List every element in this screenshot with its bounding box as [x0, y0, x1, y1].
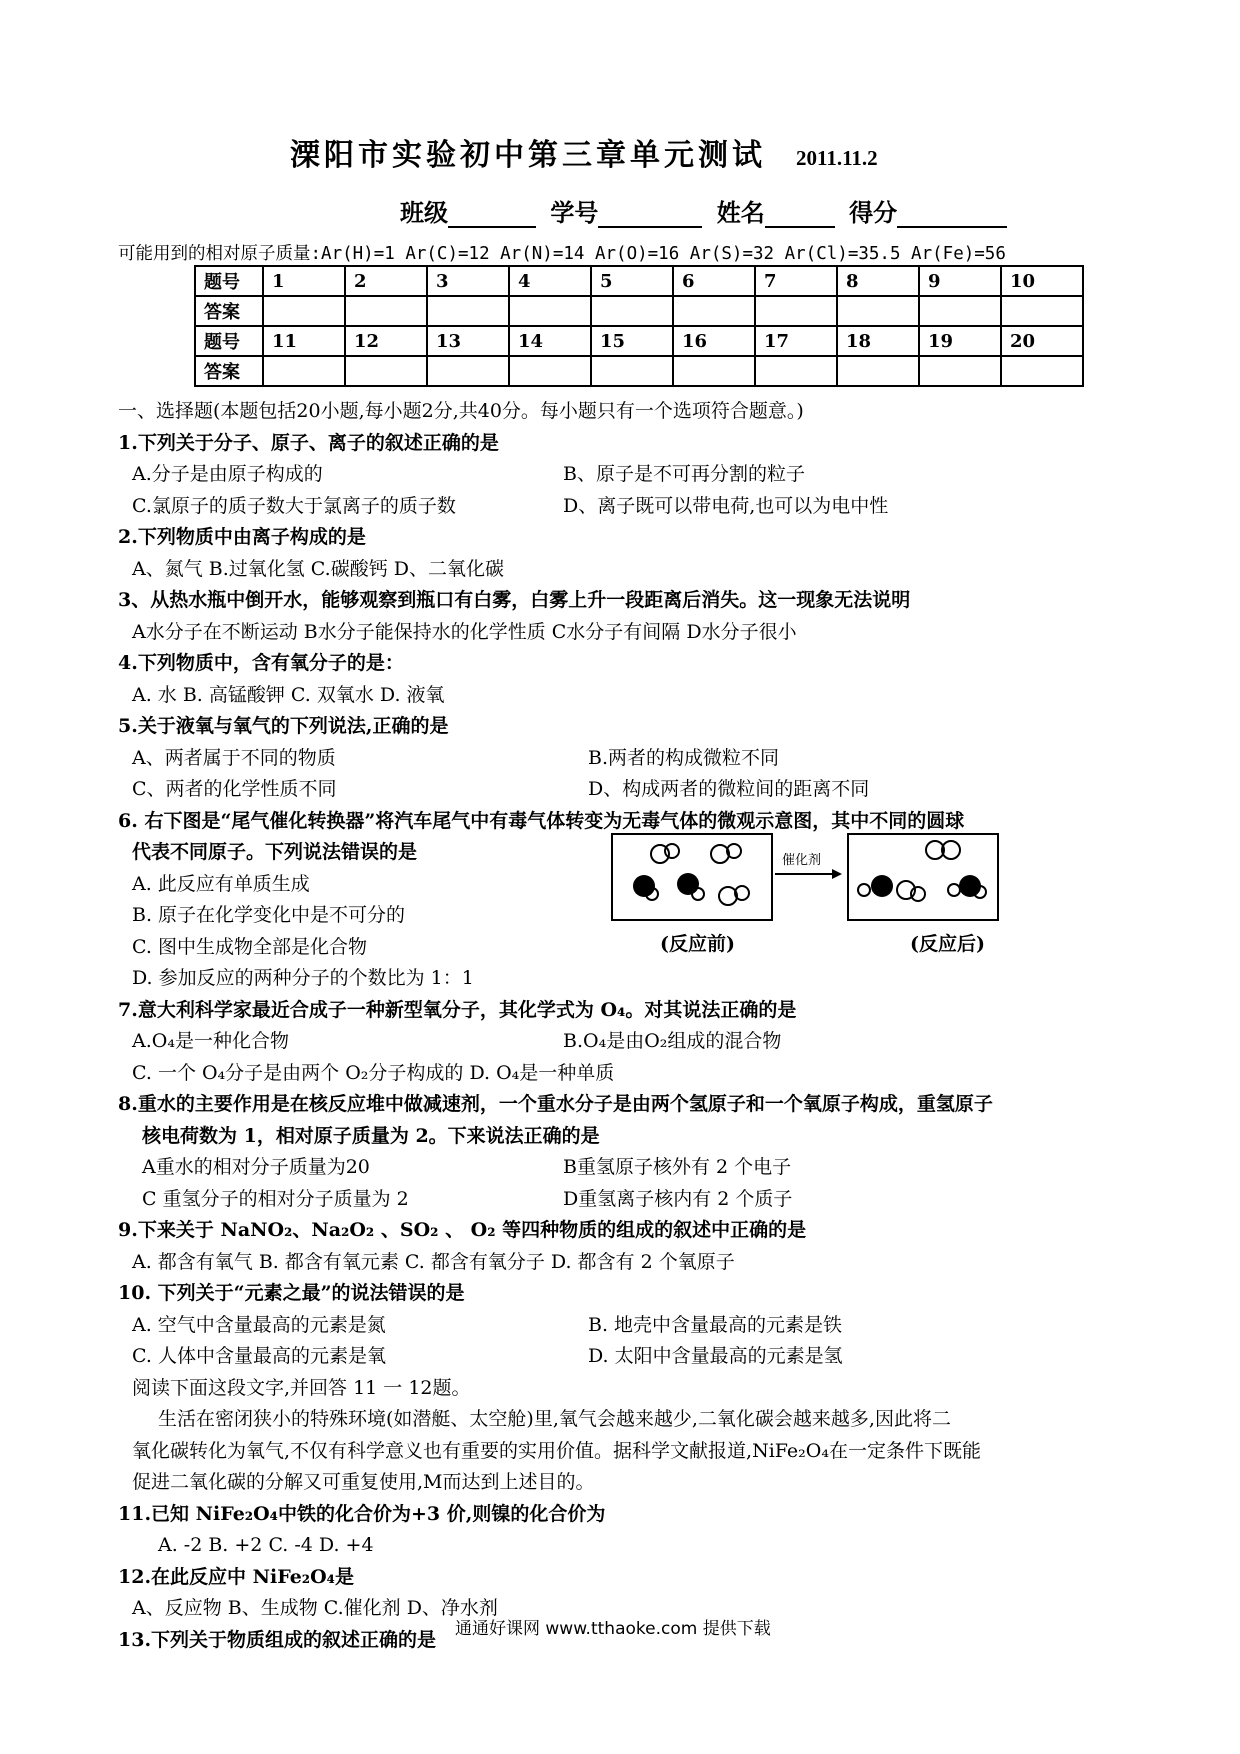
option-b: B重氢原子核外有 2 个电子 — [563, 1156, 792, 1178]
option-d: D重氢离子核内有 2 个质子 — [563, 1187, 793, 1210]
before-molecules — [646, 844, 749, 905]
student-info — [400, 193, 1013, 228]
q-number: 6 — [673, 266, 755, 296]
reading-intro: 阅读下面这段文字,并回答 11 一 12题。 — [132, 1376, 471, 1399]
class-label: 班级 — [400, 198, 448, 227]
answer-cell[interactable] — [755, 296, 837, 326]
option-c: C.氯原子的质子数大于氯离子的质子数 — [132, 494, 456, 517]
options: A、氮气 B.过氧化氢 C.碳酸钙 D、二氧化碳 — [132, 557, 504, 580]
before-label: (反应前) — [660, 933, 735, 955]
q-number: 18 — [837, 326, 919, 356]
question-stem: 2.下列物质中由离子构成的是 — [118, 526, 366, 548]
class-blank — [448, 202, 536, 228]
option-a: A. 空气中含量最高的元素是氮 — [132, 1313, 386, 1336]
answer-cell[interactable] — [591, 356, 673, 386]
q-number: 15 — [591, 326, 673, 356]
before-dark-atoms — [633, 873, 699, 897]
q-number: 13 — [427, 326, 509, 356]
answer-cell[interactable] — [837, 296, 919, 326]
question-stem: 10. 下列关于“元素之最”的说法错误的是 — [118, 1282, 465, 1304]
name-label: 姓名 — [716, 198, 765, 227]
q-number: 11 — [263, 326, 345, 356]
question-stem: 9.下来关于 NaNO₂、Na₂O₂ 、SO₂ 、 O₂ 等四种物质的组成的叙述中正确的是 — [118, 1219, 807, 1241]
reading-text: 氧化碳转化为氧气,不仅有科学意义也有重要的实用价值。据科学文献报道,NiFe₂O₄在一定条件下既能 — [132, 1439, 981, 1462]
answer-cell[interactable] — [673, 296, 755, 326]
question-stem-cont: 核电荷数为 1，相对原子质量为 2。下来说法正确的是 — [142, 1124, 600, 1147]
options: A. 水 B. 高锰酸钾 C. 双氧水 D. 液氧 — [132, 683, 445, 706]
option-d: D、离子既可以带电荷,也可以为电中性 — [563, 494, 889, 517]
score-label: 得分 — [849, 198, 898, 227]
question-stem: 1.下列关于分子、原子、离子的叙述正确的是 — [118, 431, 499, 454]
a-label: 答案 — [195, 356, 263, 386]
after-label: (反应后) — [910, 933, 985, 955]
question-stem: 8.重水的主要作用是在核反应堆中做减速剂，一个重水分子是由两个氢原子和一个氧原子构成，重氢原子 — [118, 1093, 993, 1115]
id-label: 学号 — [550, 198, 599, 227]
answer-cell[interactable] — [1001, 356, 1083, 386]
reading-text: 生活在密闭狭小的特殊环境(如潜艇、太空舱)里,氧气会越来越少,二氧化碳会越来越多,因此将二 — [158, 1408, 951, 1430]
answer-cell[interactable] — [263, 296, 345, 326]
id-blank — [598, 202, 702, 228]
answer-cell[interactable] — [673, 356, 755, 386]
answer-cell[interactable] — [1001, 296, 1083, 326]
option-a: A.O₄是一种化合物 — [132, 1030, 289, 1052]
catalyst-label: 催化剂 — [782, 853, 822, 868]
question-stem-cont: 代表不同原子。下列说法错误的是 — [132, 841, 418, 863]
answer-cell[interactable] — [837, 356, 919, 386]
arrow-head — [832, 869, 842, 879]
option-b: B.O₄是由O₂组成的混合物 — [563, 1030, 782, 1052]
question-stem: 12.在此反应中 NiFe₂O₄是 — [118, 1565, 354, 1588]
after-dark-atoms — [871, 875, 981, 897]
option-b: B. 地壳中含量最高的元素是铁 — [588, 1313, 843, 1336]
option-a: A. 此反应有单质生成 — [132, 872, 310, 895]
page-title — [290, 130, 878, 174]
q-number: 14 — [509, 326, 591, 356]
q-number: 16 — [673, 326, 755, 356]
answer-cell[interactable] — [591, 296, 673, 326]
section-heading: 一、选择题(本题包括20小题,每小题2分,共40分。每小题只有一个选项符合题意。) — [118, 400, 804, 422]
reading-text: 促进二氧化碳的分解又可重复使用,M而达到上述目的。 — [132, 1471, 595, 1493]
footer-credit: 通通好课网 www.tthaoke.com 提供下载 — [455, 1619, 771, 1639]
q-number: 2 — [345, 266, 427, 296]
title-text: 溧阳市实验初中第三章单元测试 — [290, 138, 766, 173]
q-label: 题号 — [195, 266, 263, 296]
name-blank — [765, 202, 835, 228]
question-stem: 6. 右下图是“尾气催化转换器”将汽车尾气中有毒气体转变为无毒气体的微观示意图，其中不同的圆球 — [118, 809, 965, 832]
q-number: 17 — [755, 326, 837, 356]
q-number: 7 — [755, 266, 837, 296]
q-number: 3 — [427, 266, 509, 296]
q-number: 4 — [509, 266, 591, 296]
q-number: 12 — [345, 326, 427, 356]
q-number: 20 — [1001, 326, 1083, 356]
q-number: 1 — [263, 266, 345, 296]
atomic-masses: 可能用到的相对原子质量:Ar(H)=1 Ar(C)=12 Ar(N)=14 Ar(O)=16 Ar(S)=32 Ar(Cl)=35.5 Ar(Fe)=56 — [118, 244, 1006, 264]
answer-cell[interactable] — [345, 356, 427, 386]
option-d: D. 参加反应的两种分子的个数比为 1：1 — [132, 967, 474, 989]
answer-cell[interactable] — [509, 356, 591, 386]
option-b: B. 原子在化学变化中是不可分的 — [132, 904, 406, 926]
options: A. 都含有氧气 B. 都含有氧元素 C. 都含有氧分子 D. 都含有 2 个氧原子 — [132, 1250, 735, 1273]
question-stem: 11.已知 NiFe₂O₄中铁的化合价为+3 价,则镍的化合价为 — [118, 1502, 606, 1525]
answer-table — [194, 265, 1084, 387]
q-number: 5 — [591, 266, 673, 296]
answer-cell[interactable] — [509, 296, 591, 326]
reaction-diagram — [610, 826, 1130, 956]
q-number: 10 — [1001, 266, 1083, 296]
question-list — [118, 396, 1128, 1656]
option-c: C 重氢分子的相对分子质量为 2 — [142, 1187, 409, 1210]
answer-cell[interactable] — [919, 296, 1001, 326]
q-number: 19 — [919, 326, 1001, 356]
options: A. -2 B. +2 C. -4 D. +4 — [158, 1534, 374, 1556]
options: A、反应物 B、生成物 C.催化剂 D、净水剂 — [132, 1597, 498, 1619]
answer-cell[interactable] — [427, 296, 509, 326]
question-stem: 4.下列物质中，含有氧分子的是： — [118, 652, 404, 674]
answer-cell[interactable] — [755, 356, 837, 386]
a-label: 答案 — [195, 296, 263, 326]
answer-cell[interactable] — [263, 356, 345, 386]
q-label: 题号 — [195, 326, 263, 356]
option-d: D. 太阳中含量最高的元素是氢 — [588, 1345, 843, 1367]
q-number: 9 — [919, 266, 1001, 296]
option-b: B.两者的构成微粒不同 — [588, 746, 780, 769]
option-a: A、两者属于不同的物质 — [132, 746, 336, 769]
option-b: B、原子是不可再分割的粒子 — [563, 463, 805, 485]
option-d: D、构成两者的微粒间的距离不同 — [588, 778, 870, 800]
option-c: C. 人体中含量最高的元素是氧 — [132, 1345, 386, 1367]
option-c: C. 图中生成物全部是化合物 — [132, 935, 367, 958]
q-number: 8 — [837, 266, 919, 296]
answer-cell[interactable] — [427, 356, 509, 386]
options: A水分子在不断运动 B水分子能保持水的化学性质 C水分子有间隔 D水分子很小 — [132, 620, 797, 643]
question-stem: 13.下列关于物质组成的叙述正确的是 — [118, 1628, 437, 1651]
answer-cell[interactable] — [919, 356, 1001, 386]
question-stem: 7.意大利科学家最近合成子一种新型氧分子，其化学式为 O₄。对其说法正确的是 — [118, 998, 797, 1021]
score-blank — [897, 202, 1007, 228]
question-stem: 5.关于液氧与氧气的下列说法,正确的是 — [118, 715, 449, 737]
question-stem: 3、从热水瓶中倒开水，能够观察到瓶口有白雾，白雾上升一段距离后消失。这一现象无法说明 — [118, 589, 911, 611]
option-c: C、两者的化学性质不同 — [132, 778, 337, 800]
exam-date: 2011.11.2 — [796, 146, 878, 170]
options-cd: C. 一个 O₄分子是由两个 O₂分子构成的 D. O₄是一种单质 — [132, 1061, 615, 1084]
option-a: A重水的相对分子质量为20 — [142, 1156, 370, 1178]
answer-cell[interactable] — [345, 296, 427, 326]
option-a: A.分子是由原子构成的 — [132, 463, 323, 485]
